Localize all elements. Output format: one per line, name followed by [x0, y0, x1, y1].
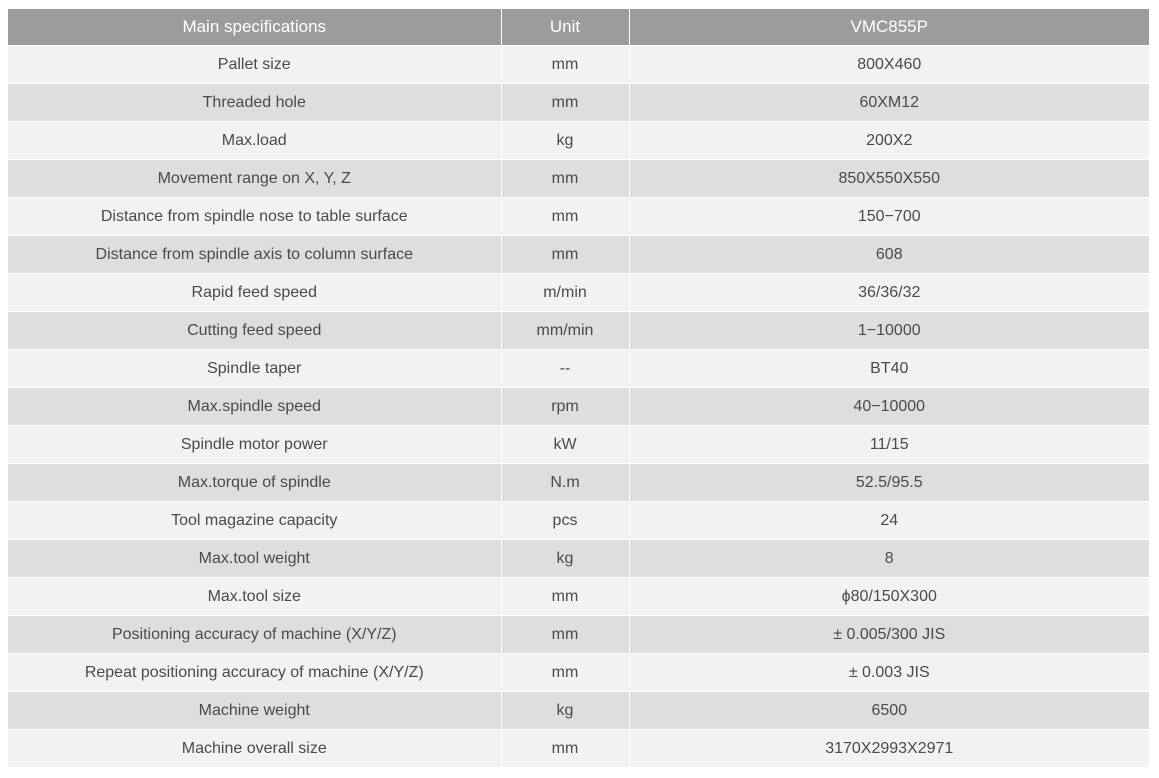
spec-unit-cell: pcs: [501, 502, 629, 540]
spec-name-cell: Machine overall size: [8, 730, 501, 768]
table-row: [8, 578, 1149, 616]
table-row: [8, 312, 1149, 350]
spec-value-cell: ± 0.005/300 JIS: [629, 616, 1149, 654]
spec-unit-cell: kg: [501, 540, 629, 578]
table-row: [8, 122, 1149, 160]
spec-value-cell: 40−10000: [629, 388, 1149, 426]
spec-unit-cell: mm: [501, 236, 629, 274]
spec-unit-cell: mm/min: [501, 312, 629, 350]
spec-name-cell: Max.load: [8, 122, 501, 160]
table-row: [8, 426, 1149, 464]
spec-unit-cell: mm: [501, 578, 629, 616]
spec-value-cell: 1−10000: [629, 312, 1149, 350]
spec-unit-cell: mm: [501, 160, 629, 198]
spec-name-cell: Max.tool weight: [8, 540, 501, 578]
spec-unit-cell: kg: [501, 692, 629, 730]
spec-value-cell: ϕ80/150X300: [629, 578, 1149, 616]
table-row: [8, 236, 1149, 274]
table-row: [8, 198, 1149, 236]
spec-value-cell: 800X460: [629, 46, 1149, 84]
spec-name-cell: Threaded hole: [8, 84, 501, 122]
spec-unit-cell: kg: [501, 122, 629, 160]
spec-value-cell: 8: [629, 540, 1149, 578]
spec-unit-cell: kW: [501, 426, 629, 464]
spec-value-cell: BT40: [629, 350, 1149, 388]
table-header-row: [8, 9, 1149, 46]
spec-unit-cell: mm: [501, 654, 629, 692]
spec-name-cell: Rapid feed speed: [8, 274, 501, 312]
table-row: [8, 692, 1149, 730]
spec-unit-cell: m/min: [501, 274, 629, 312]
table-row: [8, 350, 1149, 388]
spec-name-cell: Max.torque of spindle: [8, 464, 501, 502]
header-model: VMC855P: [629, 9, 1149, 46]
spec-value-cell: ± 0.003 JIS: [629, 654, 1149, 692]
spec-value-cell: 608: [629, 236, 1149, 274]
spec-name-cell: Max.tool size: [8, 578, 501, 616]
table-row: [8, 502, 1149, 540]
spec-name-cell: Distance from spindle nose to table surface: [8, 198, 501, 236]
header-unit: Unit: [501, 9, 629, 46]
header-main-specifications: Main specifications: [8, 9, 501, 46]
table-row: [8, 730, 1149, 768]
spec-value-cell: 200X2: [629, 122, 1149, 160]
table-row: [8, 464, 1149, 502]
spec-unit-cell: N.m: [501, 464, 629, 502]
spec-unit-cell: mm: [501, 730, 629, 768]
spec-name-cell: Repeat positioning accuracy of machine (X/Y/Z): [8, 654, 501, 692]
spec-name-cell: Tool magazine capacity: [8, 502, 501, 540]
spec-unit-cell: mm: [501, 616, 629, 654]
table-row: [8, 274, 1149, 312]
spec-unit-cell: mm: [501, 198, 629, 236]
spec-name-cell: Distance from spindle axis to column surface: [8, 236, 501, 274]
spec-value-cell: 3170X2993X2971: [629, 730, 1149, 768]
spec-value-cell: 60XM12: [629, 84, 1149, 122]
spec-unit-cell: mm: [501, 84, 629, 122]
spec-name-cell: Pallet size: [8, 46, 501, 84]
table-row: [8, 388, 1149, 426]
spec-name-cell: Spindle motor power: [8, 426, 501, 464]
spec-value-cell: 150−700: [629, 198, 1149, 236]
table-body: [8, 46, 1149, 768]
table-row: [8, 84, 1149, 122]
table-row: [8, 616, 1149, 654]
spec-name-cell: Machine weight: [8, 692, 501, 730]
spec-value-cell: 6500: [629, 692, 1149, 730]
spec-value-cell: 52.5/95.5: [629, 464, 1149, 502]
table-row: [8, 160, 1149, 198]
spec-unit-cell: mm: [501, 46, 629, 84]
spec-name-cell: Spindle taper: [8, 350, 501, 388]
spec-value-cell: 850X550X550: [629, 160, 1149, 198]
specifications-table: [8, 9, 1149, 768]
spec-unit-cell: --: [501, 350, 629, 388]
spec-name-cell: Max.spindle speed: [8, 388, 501, 426]
spec-value-cell: 11/15: [629, 426, 1149, 464]
spec-name-cell: Positioning accuracy of machine (X/Y/Z): [8, 616, 501, 654]
table-row: [8, 654, 1149, 692]
spec-value-cell: 24: [629, 502, 1149, 540]
spec-unit-cell: rpm: [501, 388, 629, 426]
table-row: [8, 46, 1149, 84]
spec-value-cell: 36/36/32: [629, 274, 1149, 312]
spec-name-cell: Movement range on X, Y, Z: [8, 160, 501, 198]
spec-name-cell: Cutting feed speed: [8, 312, 501, 350]
table-row: [8, 540, 1149, 578]
